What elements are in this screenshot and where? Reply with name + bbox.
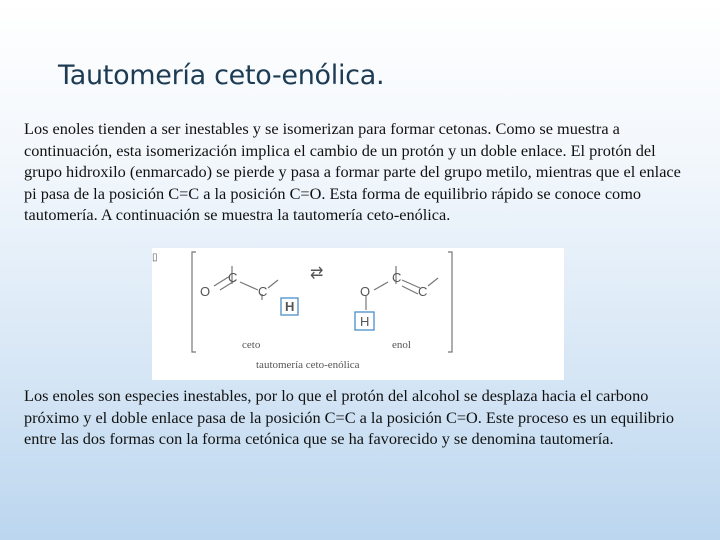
keto-hydrogen: H	[285, 299, 295, 314]
figure-caption: tautomería ceto-enólica	[256, 359, 360, 371]
keto-carbon-1: C	[228, 270, 238, 285]
enol-carbon-2: C	[418, 284, 428, 299]
tautomerism-diagram	[152, 248, 564, 380]
equilibrium-arrow: ⇄	[310, 265, 324, 282]
left-bracket	[192, 252, 196, 352]
paragraph-intro: Los enoles tienden a ser inestables y se isomerizan para formar cetonas. Como se muestra a continuación, esta isomerización implica el cambio de un protón y un doble enlace. El protón del grupo hidroxilo (enmarcado) se pierde y pasa a formar parte del grupo metilo, mientras que el enlace pi pasa de la posición C=C a la posición C=O. Esta forma de equilibrio rápido se conoce como tautomería. A continuación se muestra la tautomería ceto-enólica.	[24, 119, 681, 225]
enol-label: enol	[392, 339, 411, 351]
keto-oxygen: O	[200, 284, 211, 299]
right-bracket	[448, 252, 452, 352]
keto-carbon-2: C	[258, 284, 268, 299]
enol-hydrogen: H	[360, 314, 370, 329]
enol-oxygen: O	[360, 284, 371, 299]
keto-label: ceto	[242, 339, 261, 351]
enol-carbon-1: C	[392, 270, 402, 285]
slide-title: Tautomería ceto-enólica.	[58, 60, 385, 91]
keto-bonds	[214, 266, 278, 300]
corner-marker: ▯	[152, 252, 158, 263]
paragraph-conclusion: Los enoles son especies inestables, por lo que el protón del alcohol se desplaza hacia el carbono próximo y el doble enlace pasa de la posición C=C a la posición C=O. Este proceso es un equilibrio entre las dos formas con la forma cetónica que se ha favorecido y se denomina tautomería.	[24, 386, 675, 449]
tautomerism-figure	[152, 248, 564, 380]
